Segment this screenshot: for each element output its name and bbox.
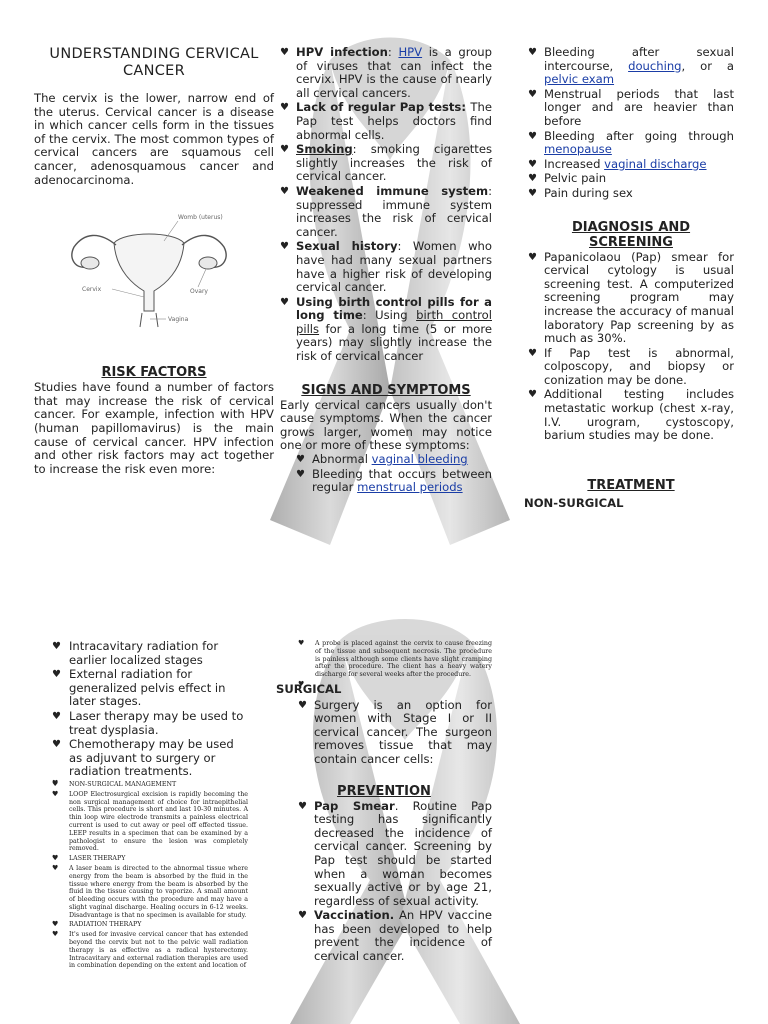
menstrual-periods-link[interactable]: menstrual periods (357, 480, 463, 495)
list-item: ♥ LOOP Electrosurgical excision is rapidly becoming the non surgical management of choice for intraepithelial cells. This procedure is short and last 10-30 minutes. A thin loop wire electrode transmits a painless electrical current is used to cut away or peel off effected tissue. LEEP results in a specimen that can be examined by a pathologist to ensure the lesion was completely removed. (52, 791, 248, 853)
document-title: UNDERSTANDING CERVICAL CANCER (49, 46, 259, 79)
list-item: ♥ Menstrual periods that last longer and are heavier than before (528, 88, 734, 129)
vaginal-bleeding-link[interactable]: vaginal bleeding (371, 452, 468, 467)
surgical-list (298, 699, 492, 767)
column-intro (34, 46, 274, 476)
column-risk-signs (280, 46, 492, 496)
list-item: ♥ Bleeding that occurs between regular menstrual periods (296, 468, 492, 495)
diagram-label-womb: Womb (uterus) (178, 214, 223, 222)
symptom-list-continued (528, 46, 734, 201)
column-treatment (52, 640, 248, 972)
symptom-list (296, 453, 492, 495)
list-item: ♥ External radiation for generalized pelvis effect in later stages. (52, 668, 248, 709)
list-item: ♥ Surgery is an option for women with Stage I or II cervical cancer. The surgeon removes tissue that may contain cancer cells: (298, 699, 492, 767)
list-item: ♥ Abnormal vaginal bleeding (296, 453, 492, 467)
birth-control-link[interactable]: birth control pills (296, 308, 492, 336)
signs-intro-paragraph: Early cervical cancers usually don't cause symptoms. When the cancer grows larger, women may notice one or more of these symptoms: (280, 397, 492, 453)
list-item: ♥ RADIATION THERAPY (52, 921, 248, 929)
list-item: ♥ Papanicolaou (Pap) smear for cervical cytology is usual screening test. A computerized screening program may increase the accuracy of manual laboratory Pap screening by as much as 30%. (528, 251, 734, 346)
signs-symptoms-heading: SIGNS AND SYMPTOMS (301, 382, 471, 398)
list-item: ♥ Lack of regular Pap tests: The Pap test helps doctors find abnormal cells. (280, 101, 492, 142)
cryo-list (298, 640, 492, 679)
diagnosis-list (528, 251, 734, 443)
prevention-list (298, 800, 492, 964)
vaginal-discharge-link[interactable]: vaginal discharge (604, 156, 707, 171)
list-item: ♥ Weakened immune system: suppressed immune system increases the risk of cervical cancer. (280, 185, 492, 239)
risk-factors-heading: RISK FACTORS (101, 365, 207, 381)
list-item: ♥ Vaccination. An HPV vaccine has been developed to help prevent the incidence of cervical cancer. (298, 909, 492, 963)
list-item: ♥ Bleeding after sexual intercourse, douching, or a pelvic exam (528, 46, 734, 87)
list-item: ♥ Sexual history: Women who have had many sexual partners have a higher risk of developing cervical cancer. (280, 240, 492, 294)
list-item: ♥ NON-SURGICAL MANAGEMENT (52, 781, 248, 789)
diagram-label-cervix: Cervix (82, 286, 102, 294)
list-item: ♥ Intracavitary radiation for earlier localized stages (52, 640, 248, 667)
list-item: ♥ If Pap test is abnormal, colposcopy, and biopsy or conization may be done. (528, 347, 734, 388)
list-item: ♥ Pain during sex (528, 187, 734, 201)
diagram-label-ovary: Ovary (190, 288, 208, 296)
list-item: ♥ A probe is placed against the cervix to cause freezing of the tissue and subsequent necrosis. The procedure is painless although some clients have slight cramping after the procedure. The client has a heavy watery discharge for several weeks after the procedure. (298, 640, 492, 679)
list-item: ♥ HPV infection: HPV is a group of viruses that can infect the cervix. HPV is the cause of nearly all cervical cancers. (280, 46, 492, 100)
column-diagnosis (524, 45, 734, 512)
non-surgical-subheading: NON-SURGICAL (524, 495, 624, 510)
pelvic-exam-link[interactable]: pelvic exam (544, 72, 615, 87)
diagnosis-heading: DIAGNOSIS AND SCREENING (571, 219, 691, 250)
prevention-heading: PREVENTION (337, 783, 431, 799)
list-item: ♥ Increased vaginal discharge (528, 158, 734, 172)
list-item: ♥ Pap Smear. Routine Pap testing has significantly decreased the incidence of cervical cancer. Screening by Pap test should be started when a woman becomes sexually active or by age 21, regardless of sexual activity. (298, 800, 492, 909)
list-item: ♥ LASER THERAPY (52, 855, 248, 863)
list-item: ♥ A laser beam is directed to the abnormal tissue where energy from the beam is absorbed by the fluid in the tissue where energy from the beam is absorbed by the fluid in the tissue causing to vaporize. A small amount of bleeding occurs with the procedure and may have a slight vaginal discharge. Healing occurs in 6-12 weeks. Disadvantage is that no specimen is available for study. (52, 865, 248, 920)
list-item: ♥ Using birth control pills for a long time: Using birth control pills for a long time (5 or more years) may slightly increase the risk of cervical cancer (280, 296, 492, 364)
surgical-subheading: SURGICAL (276, 681, 342, 696)
list-item: ♥ Chemotherapy may be used as adjuvant to surgery or radiation treatments. (52, 738, 248, 779)
intro-paragraph: The cervix is the lower, narrow end of the uterus. Cervical cancer is a disease in which cancer cells form in the tissues of the cervix. The most common types of cervical cancers are squamous cell cancer, adenosquamous cancer and adenocarcinoma. (34, 91, 274, 187)
hpv-link[interactable]: HPV (398, 45, 423, 59)
list-item: ♥ Additional testing includes metastatic workup (chest x-ray, I.V. urogram, cystoscopy, barium studies may be done. (528, 388, 734, 442)
list-item: ♥ It's used for invasive cervical cancer that has extended beyond the cervix but not to the pelvic wall radiation therapy is as effective as a radical hysterectomy. Intracavitary and external radiation therapies are used in combination depending on the extent and location of (52, 931, 248, 970)
list-item: ♥ Smoking: smoking cigarettes slightly increases the risk of cervical cancer. (280, 143, 492, 184)
treatment-heading: TREATMENT (587, 477, 675, 493)
list-item: ♥ Laser therapy may be used to treat dysplasia. (52, 710, 248, 737)
risk-factor-list (280, 46, 492, 364)
douching-link[interactable]: douching (628, 58, 682, 73)
uterus-diagram (54, 201, 244, 329)
diagram-label-vagina: Vagina (168, 316, 189, 324)
risk-intro-paragraph: Studies have found a number of factors that may increase the risk of cervical cancer. For example, infection with HPV (human papillomavirus) is the main cause of cervical cancer. HPV infection and other risk factors may act together to increase the risk even more: (34, 380, 274, 476)
column-surgical-prevention (276, 640, 492, 965)
menopause-link[interactable]: menopause (544, 142, 612, 157)
list-item: ♥ Pelvic pain (528, 172, 734, 186)
list-item: ♥ Bleeding after going through menopause (528, 130, 734, 157)
treatment-list (52, 640, 248, 970)
